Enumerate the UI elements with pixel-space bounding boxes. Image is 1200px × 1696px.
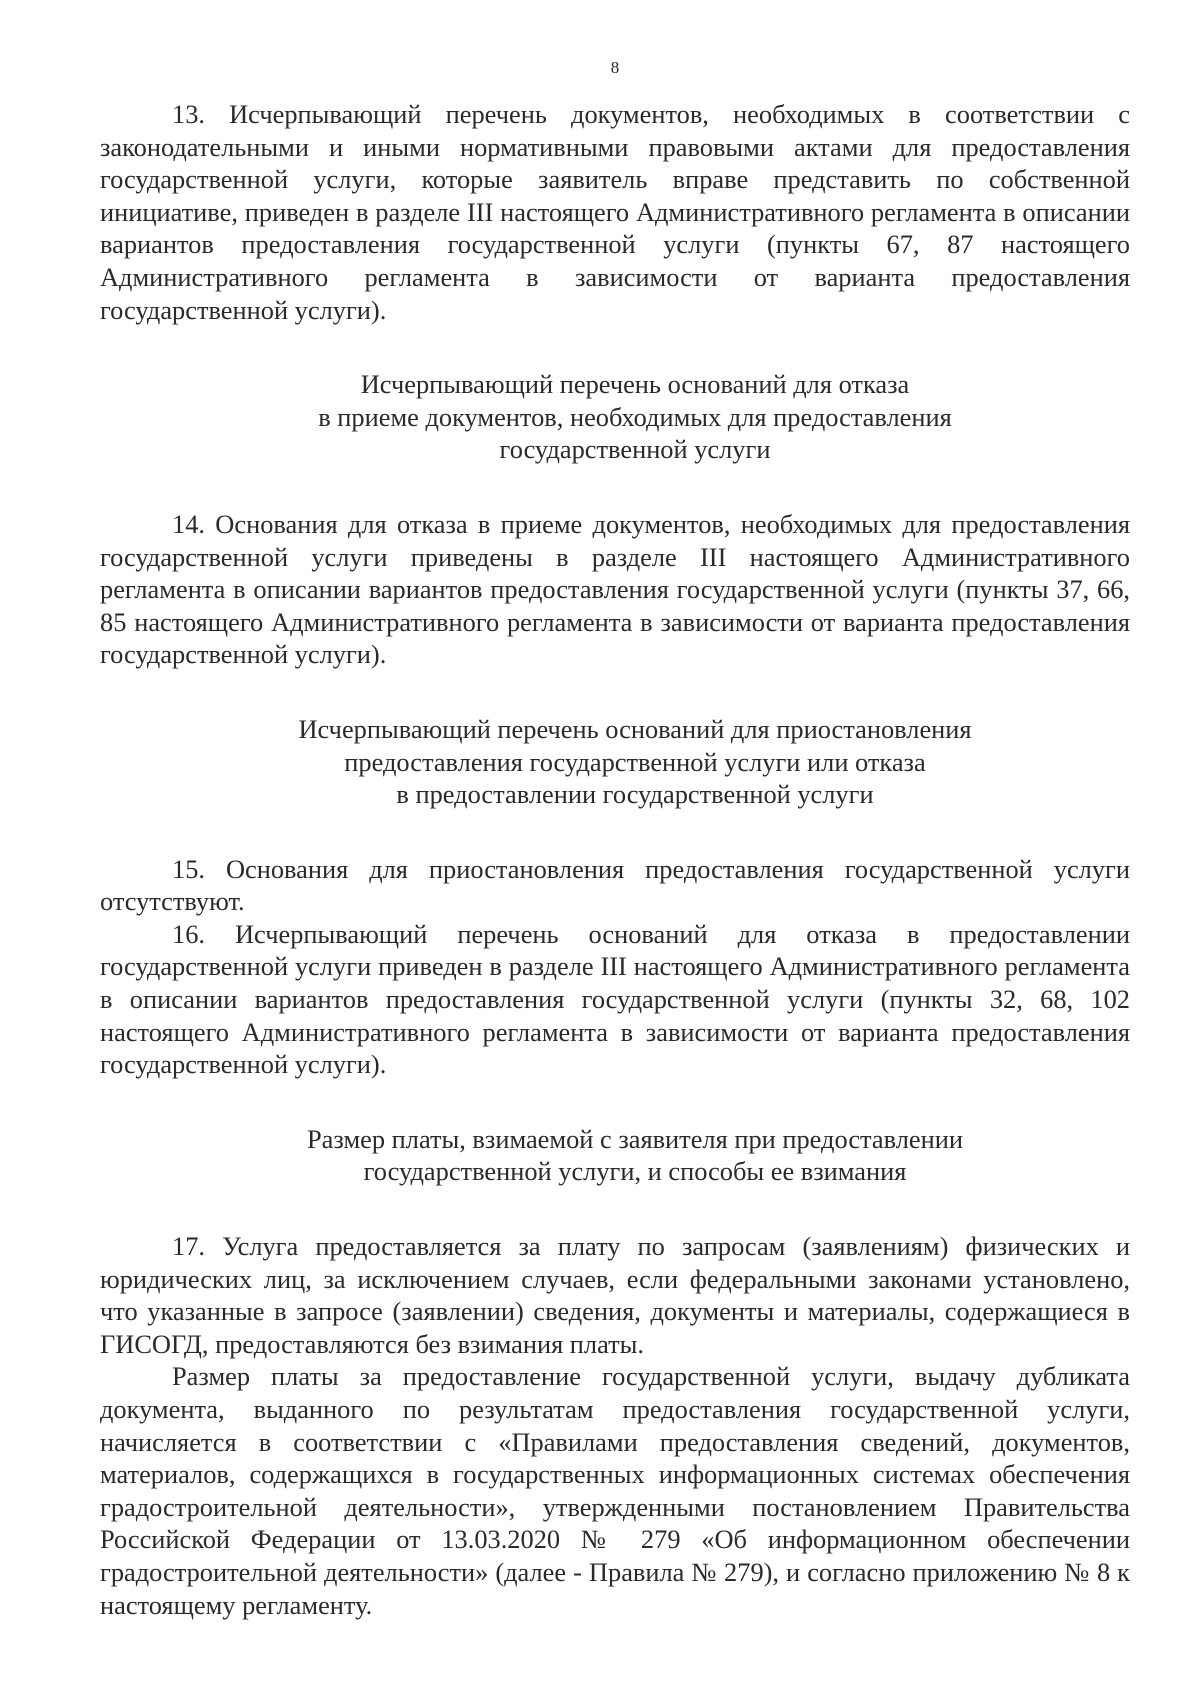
paragraph-15: 15. Основания для приостановления предоставления государственной услуги отсутствуют. xyxy=(100,853,1130,917)
heading-line: Исчерпывающий перечень оснований для приостановления xyxy=(298,713,972,744)
heading-line: в приеме документов, необходимых для предоставления xyxy=(318,401,952,432)
paragraph-13: 13. Исчерпывающий перечень документов, необходимых в соответствии с законодательными и иными нормативными правовыми актами для предоставления государственной услуги, которые заявитель вправе представить по собственной инициативе, приведен в разделе III настоящего Административного регламента в описании вариантов предоставления государственной услуги (пункты 67, 87 настоящего Административного регламента в зависимости от варианта предоставления государственной услуги). xyxy=(100,99,1130,325)
heading-line: в предоставлении государственной услуги xyxy=(396,779,874,810)
section-heading-fee xyxy=(100,1123,1130,1188)
page-number: 8 xyxy=(610,58,620,77)
paragraph-14: 14. Основания для отказа в приеме документов, необходимых для предоставления государственной услуги приведены в разделе III настоящего Административного регламента в описании вариантов предоставления государственной услуги (пункты 37, 66, 85 настоящего Административного регламента в зависимости от варианта предоставления государственной услуги). xyxy=(100,508,1130,670)
heading-line: предоставления государственной услуги или отказа xyxy=(344,746,926,777)
paragraph-17-fee-size: Размер платы за предоставление государственной услуги, выдачу дубликата документа, выданного по результатам предоставления государственной услуги, начисляется в соответствии с «Правилами предоставления сведений, документов, материалов, содержащихся в государственных информационных системах обеспечения градостроительной деятельности», утвержденными постановлением Правительства Российской Федерации от 13.03.2020 № 279 «Об информационном обеспечении градостроительной деятельности» (далее - Правила № 279), и согласно приложению № 8 к настоящему регламенту. xyxy=(100,1361,1130,1620)
heading-line: Размер платы, взимаемой с заявителя при предоставлении xyxy=(307,1123,963,1154)
paragraph-17: 17. Услуга предоставляется за плату по запросам (заявлениям) физических и юридических лиц, за исключением случаев, если федеральными законами установлено, что указанные в запросе (заявлении) сведения, документы и материалы, содержащиеся в ГИСОГД, предоставляются без взимания платы. xyxy=(100,1231,1130,1359)
section-heading-refusal-acceptance xyxy=(100,368,1130,466)
heading-line: государственной услуги xyxy=(499,434,771,465)
heading-line: Исчерпывающий перечень оснований для отказа xyxy=(360,369,910,400)
heading-line: государственной услуги, и способы ее взимания xyxy=(363,1156,907,1187)
paragraph-16: 16. Исчерпывающий перечень оснований для отказа в предоставлении государственной услуги приведен в разделе III настоящего Административного регламента в описании вариантов предоставления государственной услуги (пункты 32, 68, 102 настоящего Административного регламента в зависимости от варианта предоставления государственной услуги). xyxy=(100,918,1130,1080)
section-heading-suspension-refusal xyxy=(100,713,1130,811)
document-body xyxy=(100,98,1130,1621)
